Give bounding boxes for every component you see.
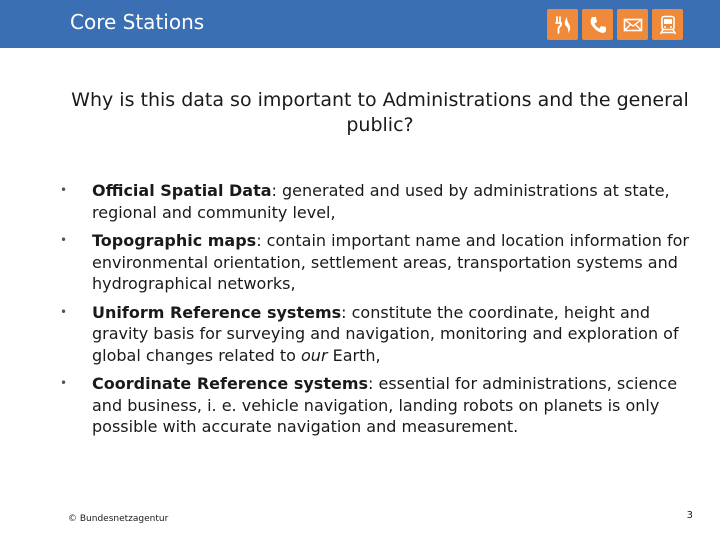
bullet-text: : contain important name and location information for environmental orientation, settlement areas, transportation systems and hydrographical networks, [92,231,689,293]
bullet-marker: • [60,304,68,319]
slide-question: Why is this data so important to Administrations and the general public? [71,89,689,136]
page-number: 3 [686,510,693,521]
header-icons [547,9,683,40]
telephone-icon [582,9,613,40]
bullet-item [60,373,700,438]
bullet-item [60,230,700,295]
footer-copyright: © Bundesnetzagentur [68,514,169,524]
bullet-marker: • [60,376,68,390]
mail-icon [617,9,648,40]
bullet-item [60,302,700,367]
bullet-term: Uniform Reference systems [92,302,342,322]
bullet-list [60,180,700,445]
bullet-item [60,180,700,223]
bullet-term: Topographic maps [92,231,257,250]
page-title: Core Stations [70,10,205,34]
header-bar [0,0,720,48]
railway-icon [652,9,683,40]
bullet-text-tail: Earth, [327,345,381,365]
bullet-text: : essential for administrations, science and business, i. e. vehicle navigation, landing robots on planets is only possible with accurate navigation and measurement. [92,374,678,436]
bullet-term: Coordinate Reference systems [92,374,369,393]
energy-icon [547,9,578,40]
bullet-marker: • [60,183,68,197]
bullet-emphasis: our [301,345,328,365]
bullet-text: : generated and used by administrations at state, regional and community level, [92,181,670,222]
bullet-marker: • [60,233,68,247]
bullet-term: Official Spatial Data [92,181,272,200]
bullet-text: : constitute the coordinate, height and gravity basis for surveying and navigation, monitoring and exploration of global changes related to [92,302,679,365]
